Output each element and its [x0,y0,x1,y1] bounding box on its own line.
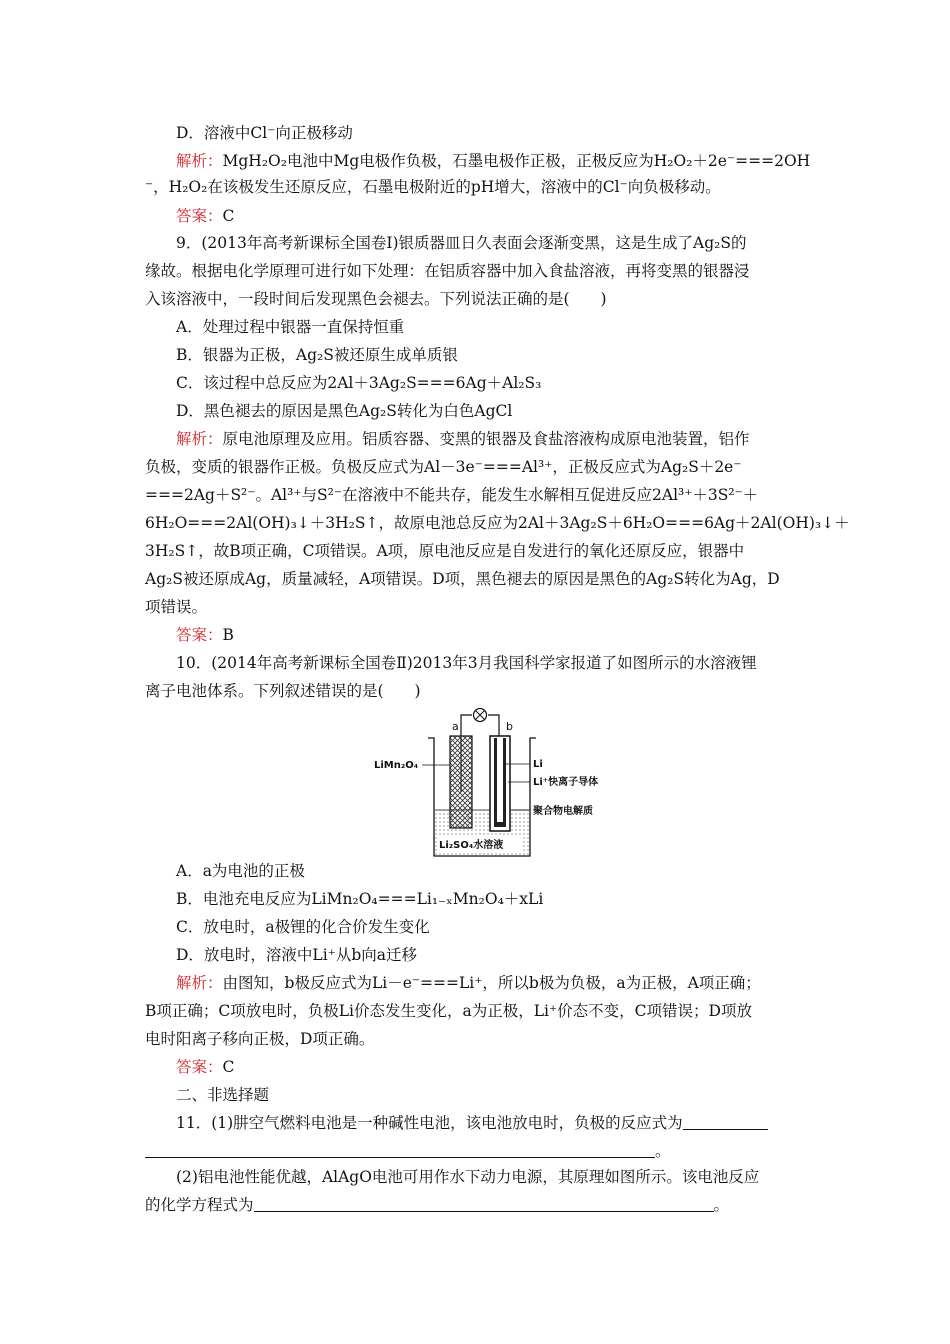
q10-option-d: D．放电时，溶液中Li⁺从b向a迁移 [176,946,418,964]
analysis-label: 解析： [176,430,223,448]
q9-analysis-line-6: Ag₂S被还原成Ag，质量减轻，A项错误。D项，黑色褪去的原因是黑色的Ag₂S转化为Ag，D [145,570,780,588]
q10-stem-line-1: 10．(2014年高考新课标全国卷Ⅱ)2013年3月我国科学家报道了如图所示的水溶液锂 [176,654,757,672]
analysis-label: 解析： [176,152,223,170]
limn2o4-label: LiMn₂O₄ [374,760,419,771]
analysis-label: 解析： [176,974,223,992]
q9-option-d: D．黑色褪去的原因是黑色Ag₂S转化为白色AgCl [176,402,513,420]
lithium-battery-figure [370,708,630,858]
q10-analysis-line-1: 解析：由图知，b极反应式为Li－e⁻===Li⁺，所以b极为负极，a为正极，A项正确； [176,974,761,992]
q10-option-c: C．放电时，a极锂的化合价发生变化 [176,918,430,936]
q9-analysis-line-7: 项错误。 [145,598,208,616]
q9-analysis-line-2: 负极，变质的银器作正极。负极反应式为Al－3e⁻===Al³⁺，正极反应式为Ag₂S＋2e⁻ [145,458,742,476]
q9-stem-line-1: 9．(2013年高考新课标全国卷Ⅰ)银质器皿日久表面会逐渐变黑，这是生成了Ag₂S的 [176,234,747,252]
li-label: Li [533,759,543,770]
q9-stem-line-3: 入该溶液中，一段时间后发现黑色会褪去。下列说法正确的是( ) [145,290,607,308]
q9-option-c: C．该过程中总反应为2Al＋3Ag₂S===6Ag＋Al₂S₃ [176,374,542,392]
bulb-icon [474,709,487,722]
q10-analysis-line-2: B项正确；C项放电时，负极Li价态发生变化，a为正极，Li⁺价态不变，C项错误；D项放 [145,1002,752,1020]
q10-analysis-line-3: 电时阳离子移向正极，D项正确。 [145,1030,375,1048]
electrode-b-label: b [506,720,513,733]
answer-label: 答案： [176,1058,223,1076]
q10-option-b: B．电池充电反应为LiMn₂O₄===Li₁₋ₓMn₂O₄＋xLi [176,890,544,908]
q9-option-a: A．处理过程中银器一直保持恒重 [176,318,405,336]
electrode-a-label: a [452,720,459,733]
section-title: 二、非选择题 [176,1086,270,1104]
polymer-label: 聚合物电解质 [533,806,593,817]
q8-analysis-line-1: 解析：MgH₂O₂电池中Mg电极作负极，石墨电极作正极，正极反应为H₂O₂＋2e⁻===2OH [176,152,811,170]
electrode-b-lithium [490,736,510,831]
q11-part2-line-1: (2)铝电池性能优越，AlAgO电池可用作水下动力电源，其原理如图所示。该电池反应 [176,1168,760,1186]
answer-blank[interactable] [683,1115,768,1130]
q9-option-b: B．银器为正极，Ag₂S被还原生成单质银 [176,346,458,364]
q9-answer: 答案：B [176,626,234,644]
q8-answer: 答案：C [176,207,235,225]
q8-option-d: D．溶液中Cl⁻向正极移动 [176,124,353,142]
q9-analysis-line-4: 6H₂O===2Al(OH)₃↓＋3H₂S↑，故原电池总反应为2Al＋3Ag₂S＋6H₂O===6Ag＋2Al(OH)₃↓＋ [145,514,850,532]
answer-label: 答案： [176,207,223,225]
electrode-a-limn2o4 [450,736,472,828]
q10-answer: 答案：C [176,1058,235,1076]
q8-analysis-line-2: ⁻，H₂O₂在该极发生还原反应，石墨电极附近的pH增大，溶液中的Cl⁻向负极移动。 [145,178,721,196]
solution-label: Li₂SO₄水溶液 [439,840,504,851]
q10-option-a: A．a为电池的正极 [176,862,305,880]
q9-analysis-line-5: 3H₂S↑，故B项正确，C项错误。A项，原电池反应是自发进行的氧化还原反应，银器中 [145,542,745,560]
q11-part1-cont: 。 [145,1141,671,1161]
q9-analysis-line-1: 解析：原电池原理及应用。铝质容器、变黑的银器及食盐溶液构成原电池装置，铝作 [176,430,750,448]
conductor-label: Li⁺快离子导体 [533,777,599,788]
q9-analysis-line-3: ===2Ag＋S²⁻。Al³⁺与S²⁻在溶液中不能共存，能发生水解相互促进反应2Al³⁺＋3S²⁻＋ [145,486,759,504]
answer-blank[interactable] [145,1143,655,1158]
answer-label: 答案： [176,626,223,644]
q9-stem-line-2: 缘故。根据电化学原理可进行如下处理：在铝质容器中加入食盐溶液，再将变黑的银器浸 [145,262,750,280]
answer-blank[interactable] [254,1197,714,1212]
q10-stem-line-2: 离子电池体系。下列叙述错误的是( ) [145,682,421,700]
q11-part1: 11．(1)肼空气燃料电池是一种碱性电池，该电池放电时，负极的反应式为 [176,1113,768,1133]
q11-part2-line-2: 的化学方程式为 。 [145,1196,730,1214]
